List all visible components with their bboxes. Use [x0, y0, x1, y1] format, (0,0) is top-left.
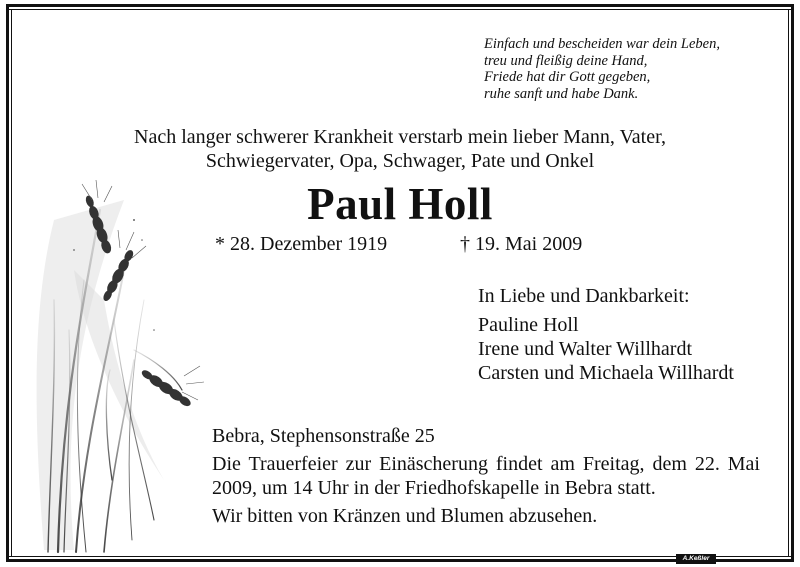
designer-credit: A.Keßler — [676, 554, 716, 564]
mourner-name: Pauline Holl — [478, 314, 579, 336]
wheat-illustration — [14, 180, 210, 556]
deceased-name: Paul Holl — [307, 179, 493, 229]
ceremony-notice: Die Trauerfeier zur Einäscherung findet am Freitag, dem 22. Mai 2009, um 14 Uhr in der Friedhofskapelle in Bebra statt. — [212, 453, 760, 499]
poem-line: treu und fleißig deine Hand, — [484, 52, 648, 69]
intro-text — [60, 125, 740, 173]
death-date: † 19. Mai 2009 — [460, 233, 583, 255]
mourners-block — [478, 284, 734, 385]
mourners-lead: In Liebe und Dankbarkeit: — [478, 285, 690, 307]
address: Bebra, Stephensonstraße 25 — [212, 425, 435, 447]
poem-line: Friede hat dir Gott gegeben, — [484, 69, 651, 85]
mourner-name: Irene und Walter Willhardt — [478, 338, 692, 360]
intro-line: Nach langer schwerer Krankheit verstarb mein lieber Mann, Vater, — [134, 126, 666, 148]
flower-request: Wir bitten von Kränzen und Blumen abzusehen. — [212, 505, 598, 527]
frame-top-inner-line — [6, 9, 794, 10]
mourner-name: Carsten und Michaela Willhardt — [478, 362, 734, 384]
intro-line: Schwiegervater, Opa, Schwager, Pate und Onkel — [205, 150, 595, 172]
poem-line: Einfach und bescheiden war dein Leben, — [484, 36, 720, 52]
frame-right-inner-line — [788, 9, 789, 557]
poem-line: ruhe sanft und habe Dank. — [484, 85, 639, 102]
frame-left-outer-line — [6, 4, 9, 562]
frame-right-outer-line — [791, 4, 794, 562]
frame-top-outer-line — [6, 4, 794, 7]
birth-date: * 28. Dezember 1919 — [215, 233, 388, 255]
poem-verse — [484, 36, 784, 102]
ceremony-info — [212, 424, 760, 528]
frame-left-inner-line — [11, 9, 12, 557]
